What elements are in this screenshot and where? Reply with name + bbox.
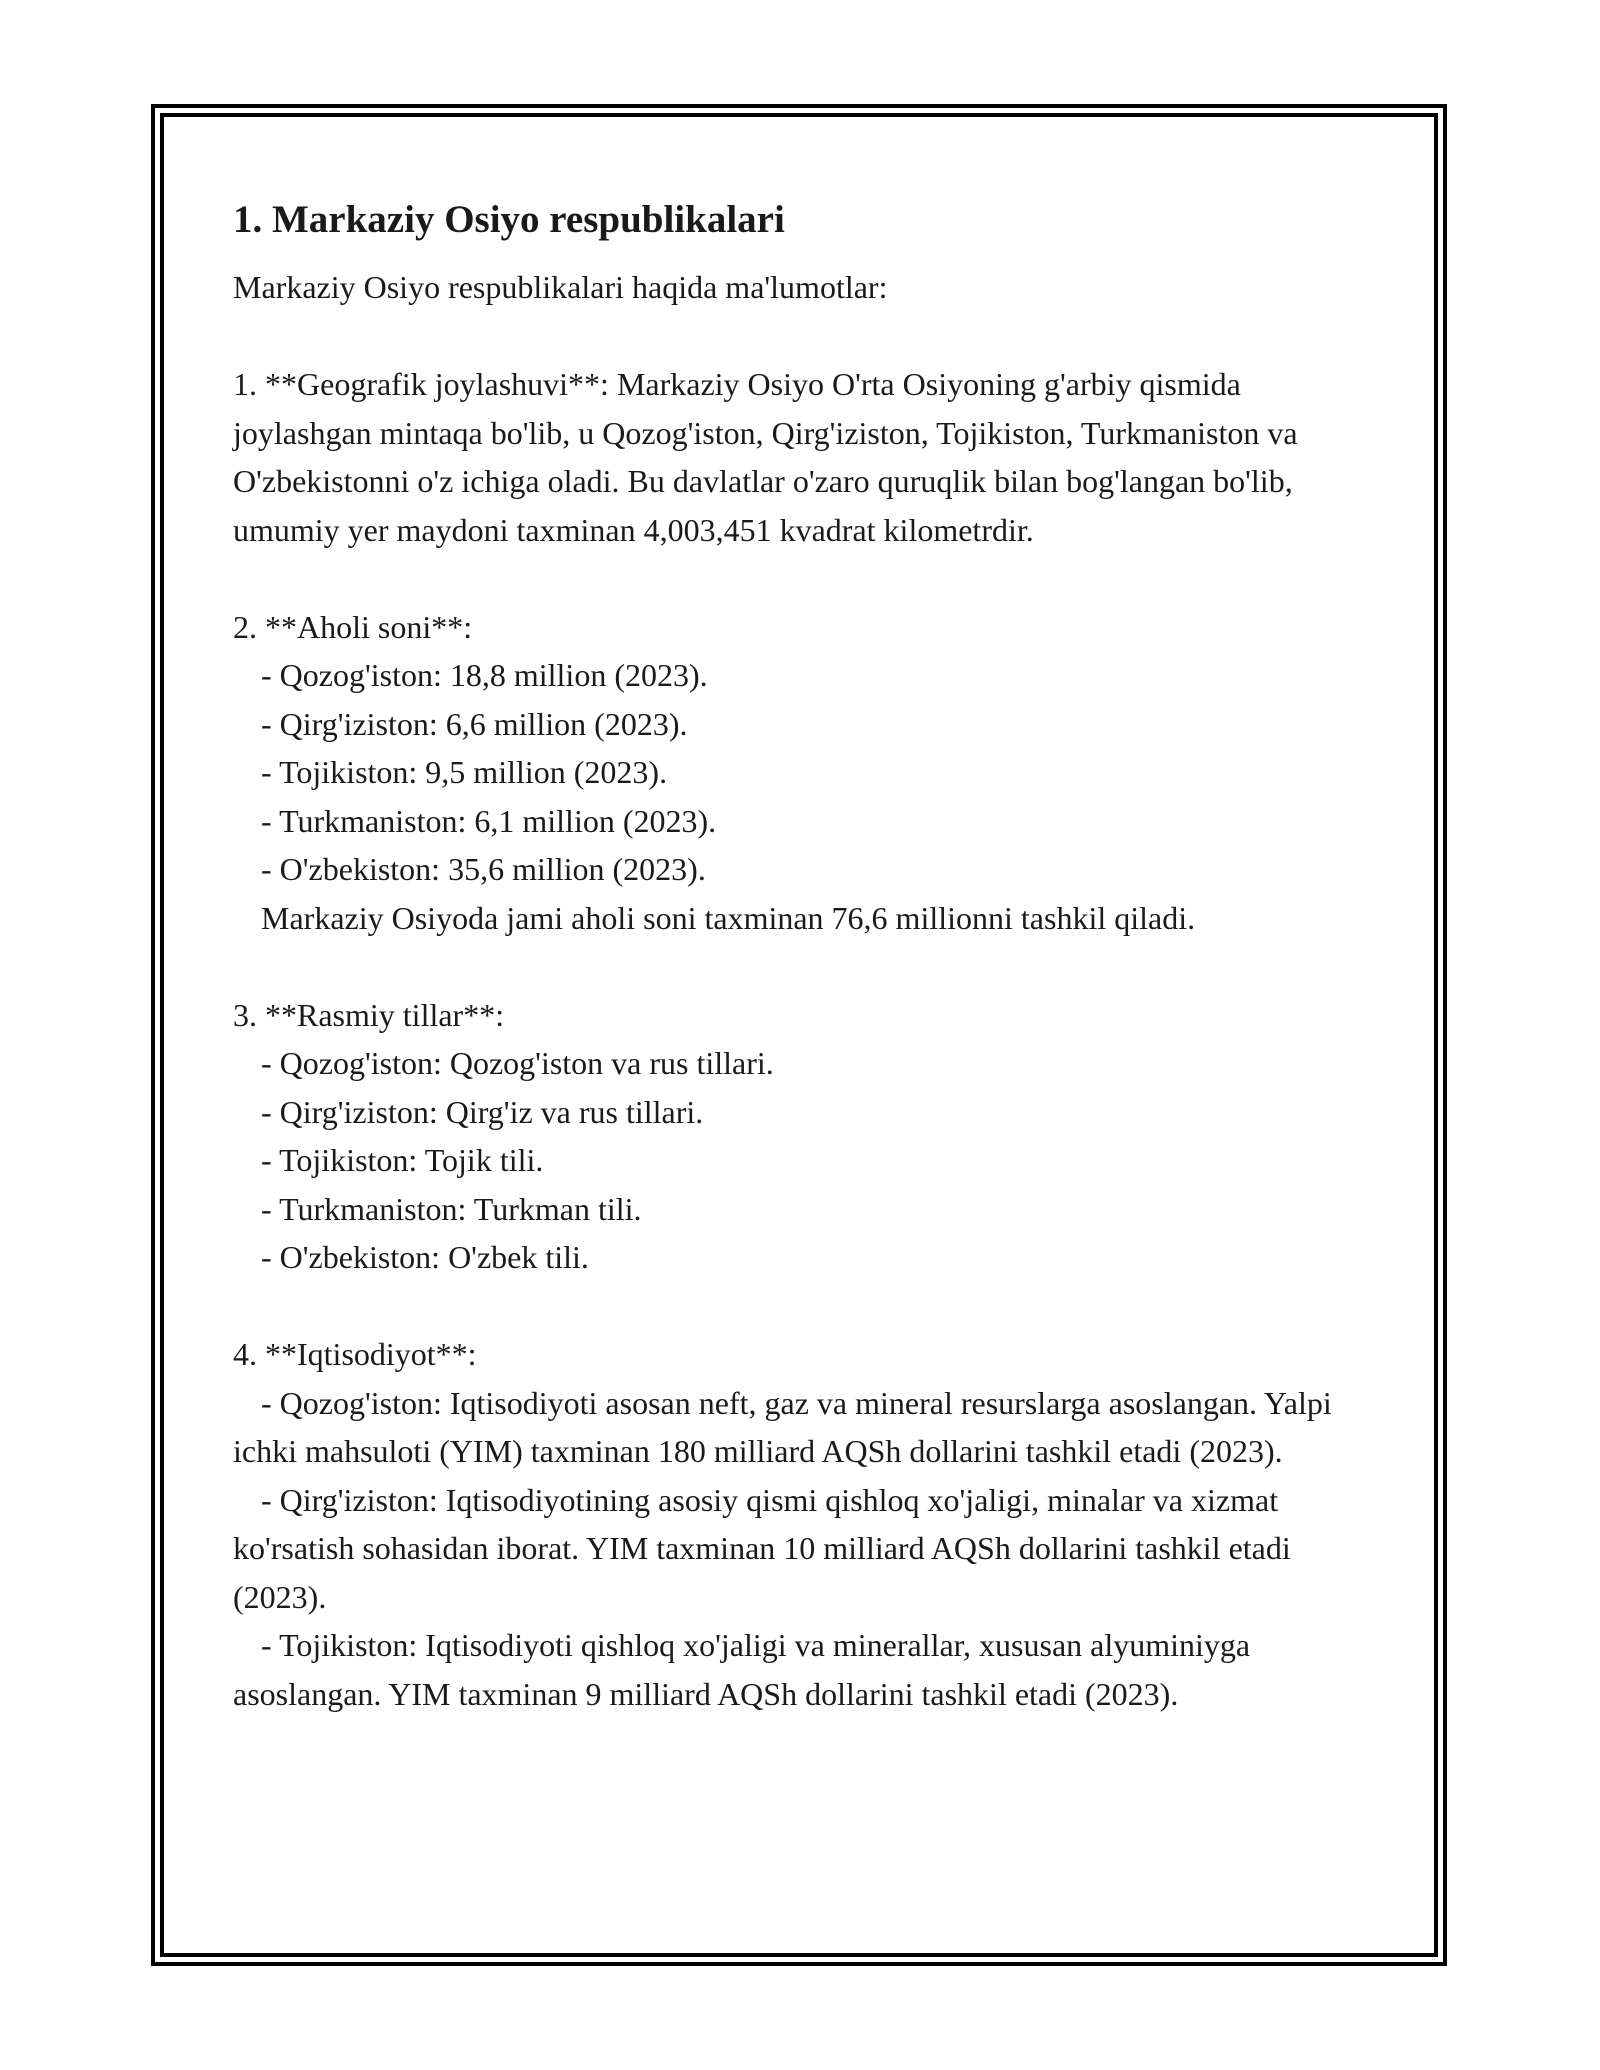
- geography-text: Markaziy Osiyo O'rta Osiyoning g'arbiy qismida joylashgan mintaqa bo'lib, u Qozog'iston, Qirg'iziston, Tojikiston, Turkmaniston va O'zbekistonni o'z ichiga oladi. Bu davlatlar o'zaro quruqlik bilan bog'langan bo'lib, umumiy yer maydoni taxminan 4,003,451 kvadrat kilometrdir.: [233, 366, 1298, 548]
- page-border-inner: [160, 113, 1438, 1957]
- population-item-kazakhstan: - Qozog'iston: 18,8 million (2023).: [261, 657, 708, 693]
- economy-item-tajikistan: - Tojikiston: Iqtisodiyoti qishloq xo'jaligi va minerallar, xususan alyuminiyga asoslangan. YIM taxminan 9 milliard AQSh dollarini tashkil etadi (2023).: [233, 1627, 1251, 1712]
- spacer: [233, 1282, 1373, 1331]
- spacer: [233, 312, 1373, 361]
- economy-item-kyrgyzstan: - Qirg'iziston: Iqtisodiyotining asosiy qismi qishloq xo'jaligi, minalar va xizmat ko'rsatish sohasidan iborat. YIM taxminan 10 milliard AQSh dollarini tashkil etadi (2023).: [233, 1481, 1291, 1615]
- population-heading: 2. **Aholi soni**:: [233, 608, 473, 645]
- population-item-kyrgyzstan: - Qirg'iziston: 6,6 million (2023).: [261, 705, 688, 742]
- languages-heading: 3. **Rasmiy tillar**:: [233, 996, 505, 1033]
- geography-heading: 1. **Geografik joylashuvi**:: [233, 366, 609, 402]
- language-item-tajikistan: - Tojikiston: Tojik tili.: [261, 1142, 544, 1178]
- language-item-kazakhstan: - Qozog'iston: Qozog'iston va rus tillari.: [261, 1045, 774, 1081]
- economy-item-kazakhstan: - Qozog'iston: Iqtisodiyoti asosan neft, gaz va mineral resurslarga asoslangan. Yalpi ichki mahsuloti (YIM) taxminan 180 milliard AQSh dollarini tashkil etadi (2023).: [233, 1384, 1332, 1469]
- page-border-outer: [151, 104, 1447, 1966]
- spacer: [233, 942, 1373, 991]
- page-title: 1. Markaziy Osiyo respublikalari: [233, 198, 785, 241]
- population-summary: Markaziy Osiyoda jami aholi soni taxminan 76,6 millionni tashkil qiladi.: [261, 899, 1196, 936]
- population-item-turkmenistan: - Turkmaniston: 6,1 million (2023).: [261, 802, 717, 839]
- language-item-kyrgyzstan: - Qirg'iziston: Qirg'iz va rus tillari.: [261, 1093, 704, 1130]
- intro-text: Markaziy Osiyo respublikalari haqida ma'lumotlar:: [233, 269, 888, 305]
- language-item-uzbekistan: - O'zbekiston: O'zbek tili.: [261, 1239, 589, 1275]
- population-item-tajikistan: - Tojikiston: 9,5 million (2023).: [261, 754, 668, 790]
- document-body: [233, 195, 1373, 1718]
- economy-heading: 4. **Iqtisodiyot**:: [233, 1336, 477, 1372]
- population-item-uzbekistan: - O'zbekiston: 35,6 million (2023).: [261, 851, 706, 887]
- language-item-turkmenistan: - Turkmaniston: Turkman tili.: [261, 1190, 642, 1227]
- spacer: [233, 554, 1373, 603]
- geography-paragraph: [233, 360, 1373, 554]
